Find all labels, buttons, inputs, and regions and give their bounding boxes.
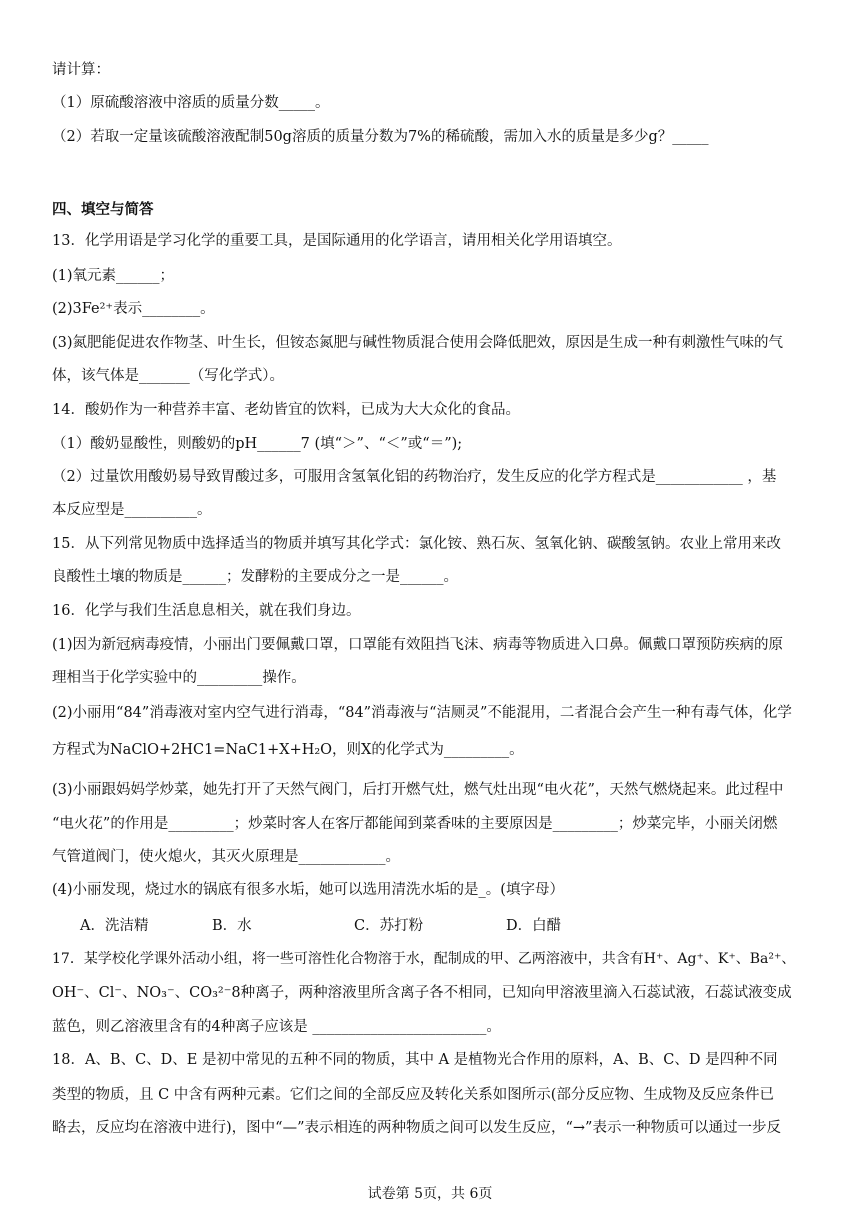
text-line: 蓝色，则乙溶液里含有的4种离子应该是 ________________________。 (52, 1019, 501, 1035)
text-line: （2）若取一定量该硫酸溶液配制50g溶质的质量分数为7%的稀硫酸，需加入水的质量是多少g？_____ (52, 129, 709, 145)
text-line: （1）原硫酸溶液中溶质的质量分数_____。 (52, 95, 330, 111)
question-18: 18．A、B、C、D、E 是初中常见的五种不同的物质，其中 A 是植物光合作用的原料，A、B、C、D 是四种不同 (52, 1052, 778, 1068)
question-17: 17．某学校化学课外活动小组，将一些可溶性化合物溶于水，配制成的甲、乙两溶液中，共含有H⁺、Ag⁺、K⁺、Ba²⁺、 (52, 951, 796, 967)
option-a: A．洗洁精 (80, 918, 149, 934)
text-line: 气管道阀门，使火熄火，其灭火原理是____________。 (52, 849, 400, 865)
option-b: B．水 (212, 918, 252, 934)
text-line: (4)小丽发现，烧过水的锅底有很多水垢，她可以选用清洗水垢的是_。(填字母） (52, 882, 564, 898)
text-line: 良酸性土壤的物质是______；发酵粉的主要成分之一是______。 (52, 569, 458, 585)
option-c: C．苏打粉 (354, 918, 424, 934)
text-line: （2）过量饮用酸奶易导致胃酸过多，可服用含氢氧化铝的药物治疗，发生反应的化学方程式是____________ ，基 (52, 469, 777, 485)
question-13: 13．化学用语是学习化学的重要工具，是国际通用的化学语言，请用相关化学用语填空。 (52, 233, 622, 249)
text-line: (2)3Fe²⁺表示________。 (52, 301, 215, 317)
text-line: 略去，反应均在溶液中进行)，图中“—”表示相连的两种物质之间可以发生反应，“→”表示一种物质可以通过一步反 (52, 1120, 781, 1136)
text-line: (2)小丽用“84”消毒液对室内空气进行消毒，“84”消毒液与“洁厕灵”不能混用，二者混合会产生一种有毒气体，化学 (52, 705, 792, 721)
section-heading: 四、填空与简答 (52, 201, 154, 218)
text-line: (3)氮肥能促进农作物茎、叶生长，但铵态氮肥与碱性物质混合使用会降低肥效，原因是生成一种有刺激性气味的气 (52, 335, 784, 351)
page-footer: 试卷第 5页，共 6页 (367, 1186, 493, 1202)
question-14: 14．酸奶作为一种营养丰富、老幼皆宜的饮料，已成为大大众化的食品。 (52, 402, 520, 418)
text-line: (1)氧元素______； (52, 268, 175, 284)
question-15: 15．从下列常见物质中选择适当的物质并填写其化学式：氯化铵、熟石灰、氢氧化钠、碳酸氢钠。农业上常用来改 (52, 536, 781, 552)
text-line: 请计算： (52, 62, 110, 78)
text-line: 方程式为NaClO+2HC1=NaC1+X+H₂O，则X的化学式为_________。 (52, 742, 524, 758)
text-line: (3)小丽跟妈妈学炒菜，她先打开了天然气阀门，后打开燃气灶，燃气灶出现“电火花”，天然气燃烧起来。此过程中 (52, 782, 784, 798)
text-line: 体，该气体是_______（写化学式）。 (52, 368, 284, 384)
text-line: （1）酸奶显酸性，则酸奶的pH______7 (填“＞”、“＜”或“＝”); (52, 436, 463, 452)
text-line: OH⁻、Cl⁻、NO₃⁻、CO₃²⁻8种离子，两种溶液里所含离子各不相同，已知向甲溶液里滴入石蕊试液，石蕊试液变成 (52, 985, 792, 1001)
text-line: 理相当于化学实验中的_________操作。 (52, 670, 306, 686)
text-line: 类型的物质，且 C 中含有两种元素。它们之间的全部反应及转化关系如图所示(部分反应物、生成物及反应条件已 (52, 1087, 774, 1103)
text-line: “电火花”的作用是_________；炒菜时客人在客厅都能闻到菜香味的主要原因是_________；炒菜完毕，小丽关闭燃 (52, 816, 778, 832)
option-d: D．白醋 (506, 918, 562, 934)
text-line: (1)因为新冠病毒疫情，小丽出门要佩戴口罩，口罩能有效阻挡飞沫、病毒等物质进入口鼻。佩戴口罩预防疾病的原 (52, 637, 784, 653)
question-16: 16．化学与我们生活息息相关，就在我们身边。 (52, 603, 361, 619)
text-line: 本反应型是__________。 (52, 502, 212, 518)
